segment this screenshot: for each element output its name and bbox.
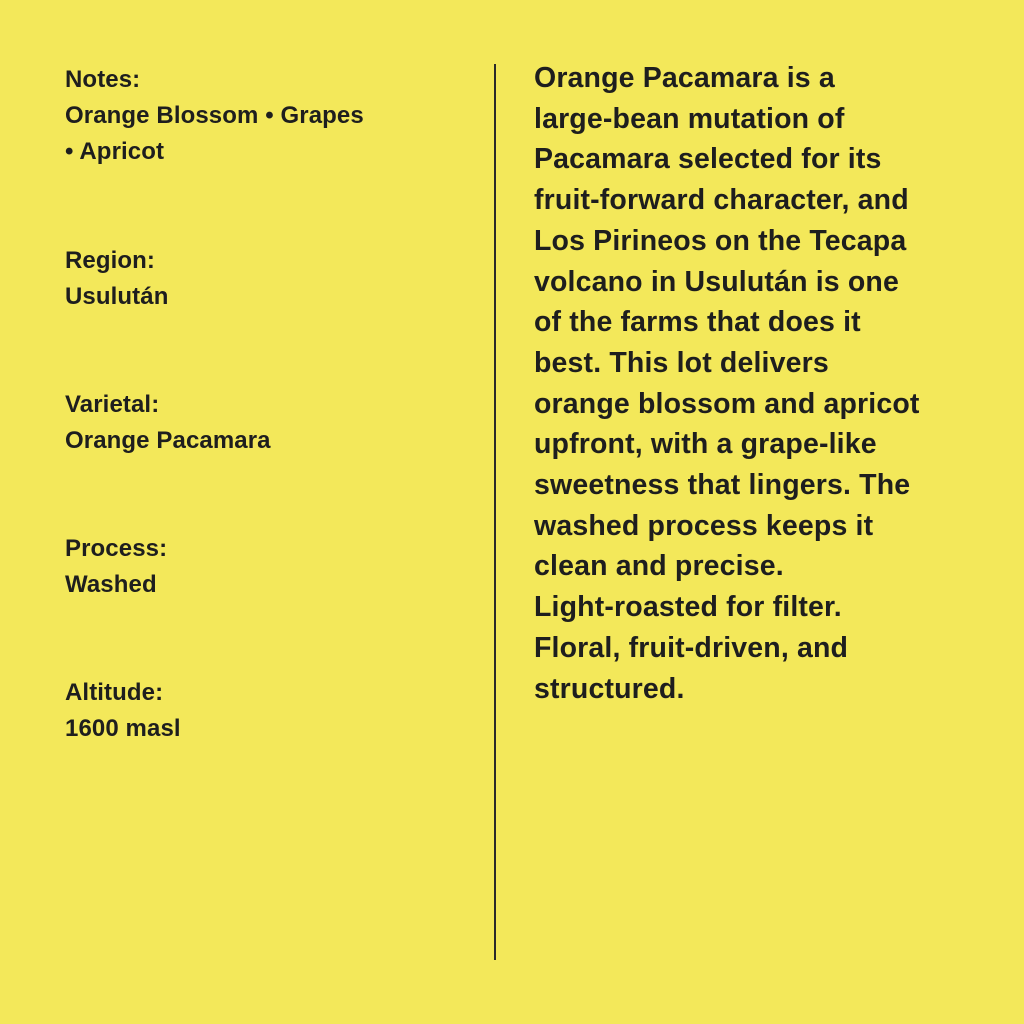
region-spec <box>65 243 465 315</box>
varietal-spec <box>65 387 465 459</box>
altitude-label: Altitude: <box>65 679 164 706</box>
description-text: Orange Pacamara is a large-bean mutation of Pacamara selected for its fruit-forward character, and Los Pirineos on the Tecapa volcano in Usulután is one of the farms that does it best. This lot delivers orange blossom and apricot upfront, with a grape-like sweetness that lingers. The washed process keeps it clean and precise. Light-roasted for filter. Floral, fruit-driven, and structured. <box>534 62 920 705</box>
notes-value: Orange Blossom • Grapes • Apricot <box>65 102 364 165</box>
coffee-description <box>534 58 984 709</box>
process-value: Washed <box>65 571 157 598</box>
process-spec <box>65 531 465 603</box>
altitude-value: 1600 masl <box>65 715 181 742</box>
region-label: Region: <box>65 247 156 274</box>
varietal-value: Orange Pacamara <box>65 427 271 454</box>
notes-label: Notes: <box>65 66 141 93</box>
altitude-spec <box>65 675 465 747</box>
notes-spec <box>65 62 465 170</box>
varietal-label: Varietal: <box>65 391 160 418</box>
region-value: Usulután <box>65 283 169 310</box>
vertical-divider <box>494 64 496 960</box>
process-label: Process: <box>65 535 168 562</box>
